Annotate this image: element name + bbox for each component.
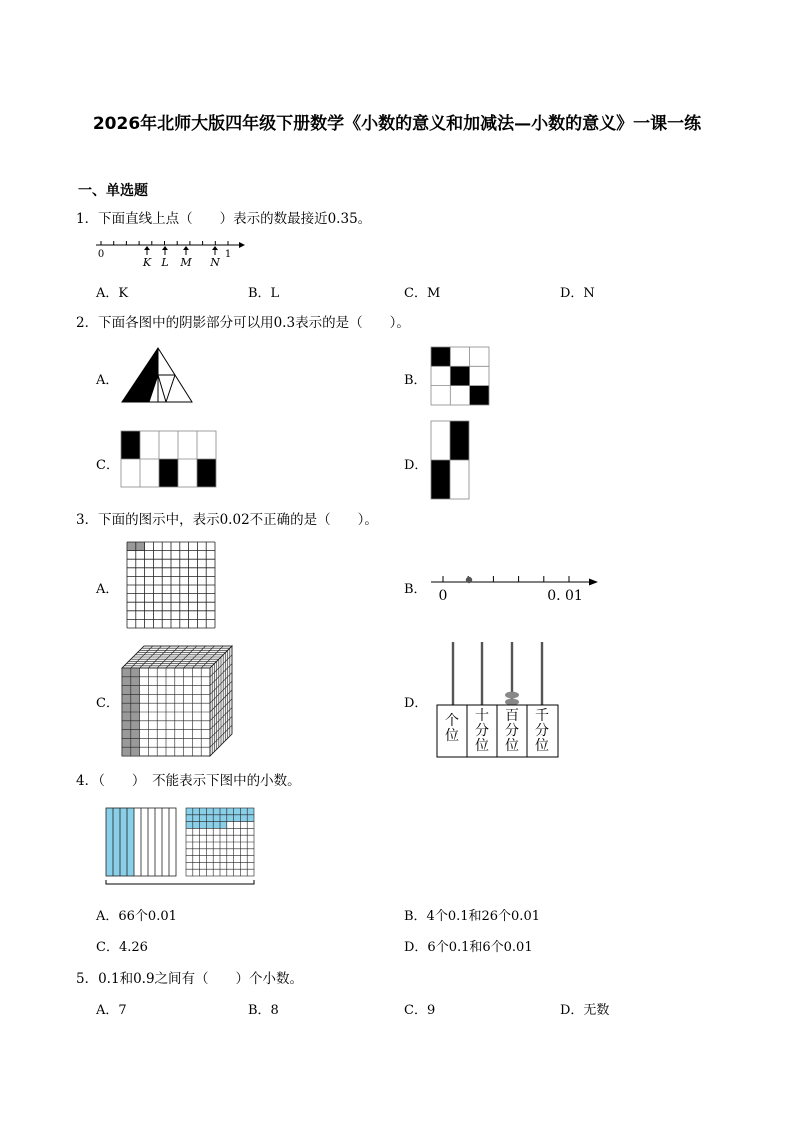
q2-option-c[interactable]: C． (96, 458, 119, 473)
page-title: 2026年北师大版四年级下册数学《小数的意义和加减法—小数的意义》一课一练 (92, 114, 702, 134)
q5-option-b[interactable]: B．8 (248, 1003, 279, 1018)
number-line-point-m: M (180, 256, 192, 269)
question-number: 4． (76, 773, 99, 789)
question-1 (76, 207, 371, 227)
abacus-label-hundredths: 百分位 (505, 708, 519, 754)
number-line-start-label: 0 (97, 249, 105, 260)
question-text: 下面各图中的阴影部分可以用0.3表示的是（ ）。 (98, 315, 410, 331)
abacus-label-ones: 个位 (445, 713, 459, 744)
q1-number-line (96, 238, 246, 272)
q4-decimal-model-figure (104, 808, 258, 886)
question-number: 1． (76, 211, 99, 227)
q3-option-a[interactable]: A． (96, 582, 119, 597)
question-2 (76, 311, 410, 331)
q2-option-d[interactable]: D． (404, 458, 428, 473)
q3-option-b[interactable]: B． (404, 582, 427, 597)
q1-option-d[interactable]: D．N (560, 286, 595, 301)
q5-option-a[interactable]: A．7 (96, 1003, 127, 1018)
q1-option-b[interactable]: B．L (248, 286, 280, 301)
q2-option-a[interactable]: A． (96, 373, 119, 388)
number-line-point-k: K (142, 256, 152, 269)
q2-option-b[interactable]: B． (404, 373, 427, 388)
question-5 (76, 967, 303, 987)
q2-grid-2x5-figure (121, 431, 219, 489)
q2-triangle-figure (122, 348, 194, 404)
number-line-end-label: 0. 01 (547, 588, 583, 604)
q1-option-a[interactable]: A．K (96, 286, 129, 301)
q3-option-c[interactable]: C． (96, 696, 119, 711)
number-line-point-n: N (210, 256, 220, 269)
question-3 (76, 508, 378, 528)
q5-option-c[interactable]: C．9 (404, 1003, 436, 1018)
question-number: 2． (76, 315, 99, 331)
number-line-start-label: 0 (438, 588, 448, 604)
question-number: 5． (76, 971, 99, 987)
q3-option-d[interactable]: D． (404, 696, 428, 711)
abacus-label-tenths: 十分位 (475, 708, 489, 754)
question-text: 下面的图示中，表示0.02不正确的是（ ）。 (98, 512, 378, 528)
question-number: 3． (76, 512, 99, 528)
abacus-label-thousandths: 千分位 (535, 708, 549, 754)
question-text: （ ） 不能表示下图中的小数。 (98, 773, 301, 789)
number-line-end-label: 1 (224, 249, 232, 260)
q2-grid-3x3-figure (431, 347, 491, 407)
q5-option-d[interactable]: D．无数 (560, 1003, 610, 1018)
q3-abacus-figure (436, 642, 562, 760)
q3-hundred-grid-figure (127, 542, 219, 630)
q1-option-c[interactable]: C．M (404, 286, 441, 301)
q4-option-b[interactable]: B．4个0.1和26个0.01 (404, 909, 540, 924)
number-line-point-l: L (161, 256, 169, 269)
q3-number-line-figure (431, 570, 601, 606)
question-text: 下面直线上点（ ）表示的数最接近0.35。 (98, 211, 372, 227)
question-4 (76, 769, 301, 789)
section-heading: 一、单选题 (78, 183, 148, 199)
q4-option-d[interactable]: D．6个0.1和6个0.01 (404, 940, 533, 955)
q2-grid-2x2-figure (431, 421, 473, 501)
q3-thousand-cube-figure (122, 646, 236, 756)
question-text: 0.1和0.9之间有（ ）个小数。 (98, 971, 304, 987)
q4-option-a[interactable]: A．66个0.01 (96, 909, 177, 924)
q4-option-c[interactable]: C．4.26 (96, 940, 148, 955)
